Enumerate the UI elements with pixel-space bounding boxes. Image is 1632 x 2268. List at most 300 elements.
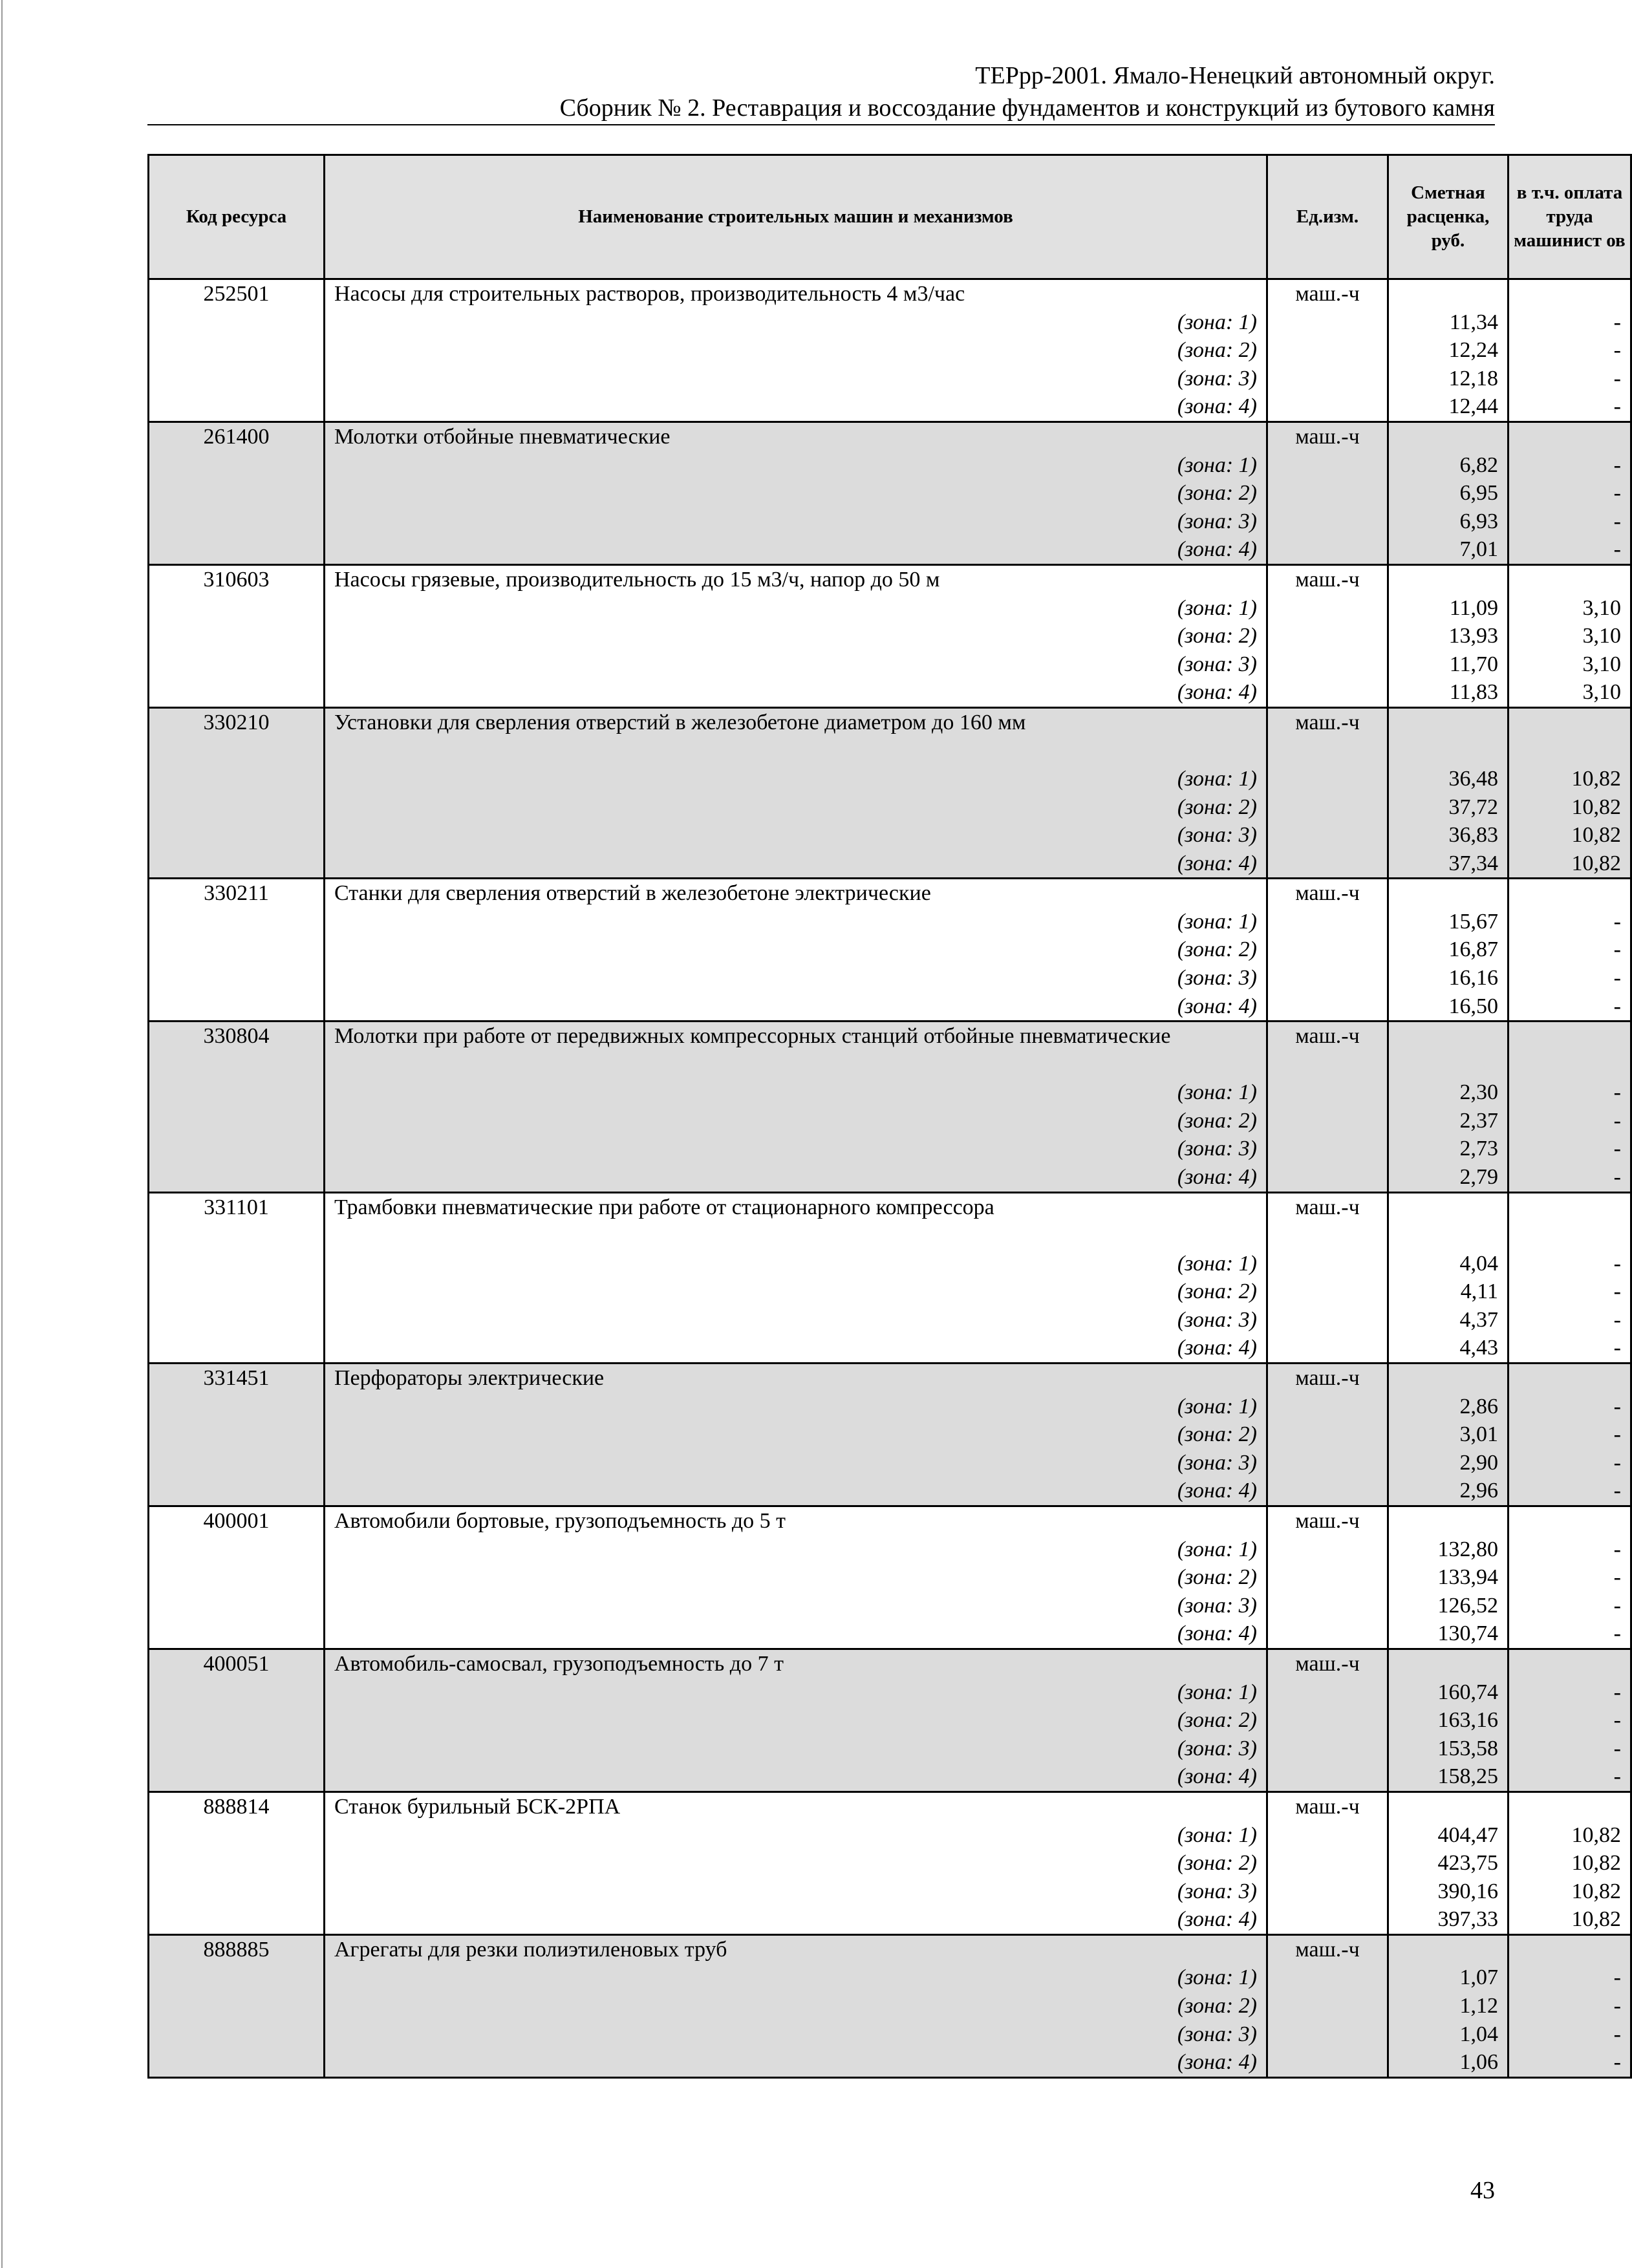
empty-cell — [1267, 1592, 1388, 1620]
zone-price: 2,96 — [1388, 1477, 1509, 1506]
zone-price: 6,93 — [1388, 508, 1509, 536]
empty-cell — [149, 2048, 325, 2077]
empty-cell — [149, 594, 325, 623]
resource-unit: маш.-ч — [1267, 279, 1388, 308]
empty-cell — [149, 508, 325, 536]
empty-cell — [1267, 1250, 1388, 1278]
empty-cell — [1267, 1620, 1388, 1649]
zone-price: 11,83 — [1388, 678, 1509, 707]
empty-cell — [1267, 1535, 1388, 1564]
empty-cell — [1267, 1849, 1388, 1878]
zone-price: 3,01 — [1388, 1420, 1509, 1449]
zone-operator-pay: 10,82 — [1509, 821, 1631, 850]
table-row — [149, 1592, 1631, 1620]
zone-price: 36,48 — [1388, 765, 1509, 793]
zone-price: 12,18 — [1388, 365, 1509, 393]
empty-cell — [149, 1678, 325, 1707]
resource-code: 331101 — [149, 1192, 325, 1250]
zone-operator-pay: - — [1509, 365, 1631, 393]
empty-cell — [1267, 1334, 1388, 1363]
zone-label: (зона: 3) — [325, 1449, 1267, 1477]
table-row — [149, 1022, 1631, 1079]
empty-cell — [1267, 908, 1388, 936]
empty-cell — [1267, 1678, 1388, 1707]
empty-cell — [1388, 1934, 1509, 1963]
zone-price: 1,07 — [1388, 1963, 1509, 1992]
resource-code: 331451 — [149, 1364, 325, 1393]
zone-label: (зона: 2) — [325, 1420, 1267, 1449]
table-row — [149, 365, 1631, 393]
empty-cell — [1509, 1792, 1631, 1821]
empty-cell — [1267, 1905, 1388, 1934]
zone-label: (зона: 2) — [325, 1706, 1267, 1735]
zone-price: 153,58 — [1388, 1735, 1509, 1763]
empty-cell — [1388, 1022, 1509, 1079]
table-row — [149, 1477, 1631, 1506]
empty-cell — [1267, 1420, 1388, 1449]
table-row — [149, 1078, 1631, 1107]
empty-cell — [1267, 508, 1388, 536]
empty-cell — [149, 1592, 325, 1620]
empty-cell — [149, 821, 325, 850]
empty-cell — [149, 1706, 325, 1735]
zone-label: (зона: 3) — [325, 650, 1267, 679]
table-row — [149, 992, 1631, 1022]
zone-operator-pay: - — [1509, 1107, 1631, 1135]
zone-price: 404,47 — [1388, 1821, 1509, 1850]
empty-cell — [1509, 1022, 1631, 1079]
zone-operator-pay: - — [1509, 1449, 1631, 1477]
empty-cell — [1267, 1735, 1388, 1763]
zone-operator-pay: - — [1509, 964, 1631, 992]
table-row — [149, 1250, 1631, 1278]
resource-group — [149, 1792, 1631, 1934]
zone-label: (зона: 4) — [325, 850, 1267, 879]
empty-cell — [149, 1963, 325, 1992]
table-row — [149, 1762, 1631, 1792]
zone-label: (зона: 4) — [325, 678, 1267, 707]
resource-code: 330211 — [149, 879, 325, 908]
zone-label: (зона: 1) — [325, 1078, 1267, 1107]
zone-price: 2,73 — [1388, 1135, 1509, 1163]
zone-label: (зона: 3) — [325, 508, 1267, 536]
table-row — [149, 1449, 1631, 1477]
zone-label: (зона: 1) — [325, 1393, 1267, 1421]
zone-price: 11,09 — [1388, 594, 1509, 623]
zone-operator-pay: - — [1509, 1278, 1631, 1306]
resource-code: 888885 — [149, 1934, 325, 1963]
zone-price: 158,25 — [1388, 1762, 1509, 1792]
empty-cell — [1388, 879, 1509, 908]
zone-price: 2,90 — [1388, 1449, 1509, 1477]
zone-label: (зона: 1) — [325, 908, 1267, 936]
zone-label: (зона: 2) — [325, 622, 1267, 650]
zone-price: 4,43 — [1388, 1334, 1509, 1363]
resource-name: Трамбовки пневматические при работе от стационарного компрессора — [325, 1192, 1267, 1250]
table-row — [149, 564, 1631, 594]
empty-cell — [149, 308, 325, 337]
empty-cell — [149, 479, 325, 508]
resource-code: 310603 — [149, 564, 325, 594]
zone-operator-pay: - — [1509, 1477, 1631, 1506]
zone-price: 1,04 — [1388, 2020, 1509, 2049]
resource-unit: маш.-ч — [1267, 1022, 1388, 1079]
column-header-unit: Ед.изм. — [1267, 155, 1388, 279]
resource-group — [149, 1649, 1631, 1792]
empty-cell — [1267, 1306, 1388, 1334]
zone-operator-pay: - — [1509, 1620, 1631, 1649]
zone-label: (зона: 4) — [325, 392, 1267, 422]
column-header-operator-pay: в т.ч. оплата труда машинист ов — [1509, 155, 1631, 279]
resource-unit: маш.-ч — [1267, 707, 1388, 765]
resource-name: Установки для сверления отверстий в железобетоне диаметром до 160 мм — [325, 707, 1267, 765]
empty-cell — [149, 1563, 325, 1592]
zone-operator-pay: - — [1509, 1535, 1631, 1564]
table-row — [149, 1163, 1631, 1192]
resource-name: Перфораторы электрические — [325, 1364, 1267, 1393]
resource-unit: маш.-ч — [1267, 1792, 1388, 1821]
zone-price: 133,94 — [1388, 1563, 1509, 1592]
empty-cell — [149, 1849, 325, 1878]
zone-label: (зона: 2) — [325, 1563, 1267, 1592]
empty-cell — [149, 535, 325, 564]
empty-cell — [149, 1078, 325, 1107]
empty-cell — [1267, 1278, 1388, 1306]
resource-group — [149, 1934, 1631, 2077]
zone-label: (зона: 3) — [325, 1878, 1267, 1906]
empty-cell — [1267, 1163, 1388, 1192]
empty-cell — [1267, 1078, 1388, 1107]
zone-price: 163,16 — [1388, 1706, 1509, 1735]
zone-price: 13,93 — [1388, 622, 1509, 650]
zone-operator-pay: - — [1509, 1563, 1631, 1592]
resource-group — [149, 1192, 1631, 1363]
table-row — [149, 1135, 1631, 1163]
table-row — [149, 1792, 1631, 1821]
zone-operator-pay: - — [1509, 1678, 1631, 1707]
table-row — [149, 1735, 1631, 1763]
zone-operator-pay: - — [1509, 1334, 1631, 1363]
zone-price: 6,95 — [1388, 479, 1509, 508]
empty-cell — [149, 451, 325, 480]
empty-cell — [149, 1278, 325, 1306]
zone-price: 11,70 — [1388, 650, 1509, 679]
empty-cell — [1388, 564, 1509, 594]
zone-label: (зона: 3) — [325, 1135, 1267, 1163]
table-row — [149, 392, 1631, 422]
zone-label: (зона: 3) — [325, 1735, 1267, 1763]
empty-cell — [1267, 1992, 1388, 2020]
empty-cell — [149, 622, 325, 650]
zone-operator-pay: - — [1509, 1592, 1631, 1620]
zone-label: (зона: 4) — [325, 535, 1267, 564]
table-row — [149, 308, 1631, 337]
empty-cell — [1267, 2048, 1388, 2077]
empty-cell — [149, 1992, 325, 2020]
empty-cell — [1509, 1934, 1631, 1963]
zone-operator-pay: - — [1509, 336, 1631, 365]
resource-group — [149, 1506, 1631, 1649]
zone-label: (зона: 3) — [325, 365, 1267, 393]
table-row — [149, 678, 1631, 707]
table-row — [149, 650, 1631, 679]
zone-label: (зона: 4) — [325, 1163, 1267, 1192]
zone-label: (зона: 1) — [325, 1963, 1267, 1992]
resource-group — [149, 1022, 1631, 1192]
page-number: 43 — [1470, 2177, 1495, 2204]
empty-cell — [1509, 879, 1631, 908]
empty-cell — [149, 1135, 325, 1163]
zone-operator-pay: - — [1509, 1735, 1631, 1763]
table-row — [149, 707, 1631, 765]
table-row — [149, 2020, 1631, 2049]
empty-cell — [1267, 1107, 1388, 1135]
resource-price-table — [147, 154, 1632, 2079]
empty-cell — [149, 1107, 325, 1135]
empty-cell — [149, 1620, 325, 1649]
resource-name: Автомобиль-самосвал, грузоподъемность до 7 т — [325, 1649, 1267, 1678]
resource-code: 330210 — [149, 707, 325, 765]
resource-code: 252501 — [149, 279, 325, 308]
resource-group — [149, 564, 1631, 707]
resource-name: Молотки при работе от передвижных компрессорных станций отбойные пневматические — [325, 1022, 1267, 1079]
table-row — [149, 479, 1631, 508]
zone-operator-pay: 3,10 — [1509, 594, 1631, 623]
empty-cell — [149, 850, 325, 879]
empty-cell — [1388, 1192, 1509, 1250]
resource-code: 400051 — [149, 1649, 325, 1678]
zone-label: (зона: 2) — [325, 936, 1267, 964]
empty-cell — [149, 908, 325, 936]
empty-cell — [149, 1250, 325, 1278]
zone-operator-pay: - — [1509, 2020, 1631, 2049]
zone-price: 12,24 — [1388, 336, 1509, 365]
zone-operator-pay: 10,82 — [1509, 1849, 1631, 1878]
zone-label: (зона: 1) — [325, 765, 1267, 793]
zone-price: 2,79 — [1388, 1163, 1509, 1192]
empty-cell — [149, 1420, 325, 1449]
zone-operator-pay: 10,82 — [1509, 1905, 1631, 1934]
zone-operator-pay: - — [1509, 535, 1631, 564]
zone-operator-pay: 10,82 — [1509, 1821, 1631, 1850]
empty-cell — [1509, 422, 1631, 451]
table-row — [149, 1706, 1631, 1735]
empty-cell — [1509, 1364, 1631, 1393]
zone-label: (зона: 4) — [325, 1334, 1267, 1363]
empty-cell — [1388, 1649, 1509, 1678]
table-row — [149, 1306, 1631, 1334]
table-row — [149, 908, 1631, 936]
empty-cell — [1267, 392, 1388, 422]
zone-label: (зона: 4) — [325, 1905, 1267, 1934]
empty-cell — [1267, 992, 1388, 1022]
empty-cell — [1267, 1878, 1388, 1906]
empty-cell — [149, 392, 325, 422]
empty-cell — [1388, 422, 1509, 451]
zone-operator-pay: - — [1509, 1306, 1631, 1334]
zone-operator-pay: - — [1509, 479, 1631, 508]
table-row — [149, 1992, 1631, 2020]
table-row — [149, 1420, 1631, 1449]
table-row — [149, 964, 1631, 992]
empty-cell — [149, 1306, 325, 1334]
empty-cell — [149, 1163, 325, 1192]
resource-unit: маш.-ч — [1267, 879, 1388, 908]
empty-cell — [1267, 1821, 1388, 1850]
zone-price: 15,67 — [1388, 908, 1509, 936]
zone-price: 36,83 — [1388, 821, 1509, 850]
zone-label: (зона: 2) — [325, 479, 1267, 508]
resource-name: Автомобили бортовые, грузоподъемность до 5 т — [325, 1506, 1267, 1535]
zone-operator-pay: 10,82 — [1509, 765, 1631, 793]
header-collection-line: Сборник № 2. Реставрация и воссоздание фундаментов и конструкций из бутового камня — [559, 94, 1495, 122]
zone-label: (зона: 2) — [325, 1278, 1267, 1306]
zone-label: (зона: 4) — [325, 1762, 1267, 1792]
table-row — [149, 2048, 1631, 2077]
table-row — [149, 1905, 1631, 1934]
empty-cell — [1388, 1792, 1509, 1821]
zone-operator-pay: - — [1509, 1420, 1631, 1449]
zone-price: 4,11 — [1388, 1278, 1509, 1306]
table-row — [149, 1506, 1631, 1535]
table-row — [149, 336, 1631, 365]
zone-operator-pay: - — [1509, 451, 1631, 480]
resource-code: 261400 — [149, 422, 325, 451]
resource-group — [149, 422, 1631, 564]
zone-operator-pay: - — [1509, 508, 1631, 536]
zone-operator-pay: - — [1509, 1963, 1631, 1992]
resource-unit: маш.-ч — [1267, 1192, 1388, 1250]
zone-operator-pay: - — [1509, 992, 1631, 1022]
empty-cell — [1267, 936, 1388, 964]
empty-cell — [1267, 1762, 1388, 1792]
empty-cell — [149, 1449, 325, 1477]
zone-price: 423,75 — [1388, 1849, 1509, 1878]
zone-price: 132,80 — [1388, 1535, 1509, 1564]
resource-group — [149, 279, 1631, 422]
table-row — [149, 936, 1631, 964]
resource-name: Насосы для строительных растворов, производительность 4 м3/час — [325, 279, 1267, 308]
empty-cell — [1267, 594, 1388, 623]
resource-name: Агрегаты для резки полиэтиленовых труб — [325, 1934, 1267, 1963]
empty-cell — [1267, 650, 1388, 679]
empty-cell — [149, 650, 325, 679]
empty-cell — [149, 1393, 325, 1421]
empty-cell — [1267, 1449, 1388, 1477]
table-row — [149, 1821, 1631, 1850]
resource-code: 400001 — [149, 1506, 325, 1535]
empty-cell — [1509, 1649, 1631, 1678]
zone-price: 2,86 — [1388, 1393, 1509, 1421]
table-row — [149, 1678, 1631, 1707]
empty-cell — [1388, 1506, 1509, 1535]
zone-operator-pay: 10,82 — [1509, 793, 1631, 822]
zone-price: 37,72 — [1388, 793, 1509, 822]
zone-price: 4,04 — [1388, 1250, 1509, 1278]
zone-label: (зона: 2) — [325, 1107, 1267, 1135]
zone-label: (зона: 4) — [325, 1477, 1267, 1506]
zone-price: 390,16 — [1388, 1878, 1509, 1906]
empty-cell — [1267, 765, 1388, 793]
zone-label: (зона: 3) — [325, 2020, 1267, 2049]
table-row — [149, 622, 1631, 650]
zone-label: (зона: 3) — [325, 1592, 1267, 1620]
zone-operator-pay: - — [1509, 1706, 1631, 1735]
zone-operator-pay: 10,82 — [1509, 1878, 1631, 1906]
table-row — [149, 594, 1631, 623]
zone-label: (зона: 3) — [325, 964, 1267, 992]
empty-cell — [149, 992, 325, 1022]
zone-price: 11,34 — [1388, 308, 1509, 337]
column-header-price: Сметная расценка, руб. — [1388, 155, 1509, 279]
zone-price: 160,74 — [1388, 1678, 1509, 1707]
table-row — [149, 879, 1631, 908]
zone-price: 16,16 — [1388, 964, 1509, 992]
table-row — [149, 1563, 1631, 1592]
zone-operator-pay: - — [1509, 1163, 1631, 1192]
empty-cell — [1267, 1706, 1388, 1735]
zone-label: (зона: 3) — [325, 1306, 1267, 1334]
zone-operator-pay: - — [1509, 936, 1631, 964]
zone-label: (зона: 2) — [325, 793, 1267, 822]
zone-operator-pay: 3,10 — [1509, 622, 1631, 650]
zone-price: 6,82 — [1388, 451, 1509, 480]
table-row — [149, 1878, 1631, 1906]
resource-unit: маш.-ч — [1267, 1364, 1388, 1393]
zone-label: (зона: 1) — [325, 308, 1267, 337]
zone-operator-pay: 3,10 — [1509, 650, 1631, 679]
empty-cell — [149, 1905, 325, 1934]
empty-cell — [1267, 1477, 1388, 1506]
table-row — [149, 1849, 1631, 1878]
zone-operator-pay: - — [1509, 1135, 1631, 1163]
resource-name: Насосы грязевые, производительность до 15 м3/ч, напор до 50 м — [325, 564, 1267, 594]
table-row — [149, 1535, 1631, 1564]
zone-label: (зона: 3) — [325, 821, 1267, 850]
resource-group — [149, 707, 1631, 878]
zone-label: (зона: 4) — [325, 1620, 1267, 1649]
zone-price: 1,12 — [1388, 1992, 1509, 2020]
table-row — [149, 1192, 1631, 1250]
table-row — [149, 765, 1631, 793]
empty-cell — [1267, 535, 1388, 564]
empty-cell — [149, 336, 325, 365]
table-row — [149, 1278, 1631, 1306]
empty-cell — [149, 936, 325, 964]
zone-operator-pay: - — [1509, 392, 1631, 422]
empty-cell — [149, 1735, 325, 1763]
zone-price: 2,37 — [1388, 1107, 1509, 1135]
zone-operator-pay: - — [1509, 908, 1631, 936]
empty-cell — [1267, 2020, 1388, 2049]
empty-cell — [1509, 564, 1631, 594]
empty-cell — [1267, 793, 1388, 822]
resource-unit: маш.-ч — [1267, 1934, 1388, 1963]
table-row — [149, 1107, 1631, 1135]
table-row — [149, 1393, 1631, 1421]
empty-cell — [149, 1334, 325, 1363]
zone-price: 126,52 — [1388, 1592, 1509, 1620]
resource-name: Станки для сверления отверстий в железобетоне электрические — [325, 879, 1267, 908]
empty-cell — [1388, 1364, 1509, 1393]
zone-price: 12,44 — [1388, 392, 1509, 422]
empty-cell — [1509, 279, 1631, 308]
zone-label: (зона: 4) — [325, 992, 1267, 1022]
table-row — [149, 1620, 1631, 1649]
table-row — [149, 1649, 1631, 1678]
zone-label: (зона: 1) — [325, 451, 1267, 480]
zone-operator-pay: - — [1509, 2048, 1631, 2077]
